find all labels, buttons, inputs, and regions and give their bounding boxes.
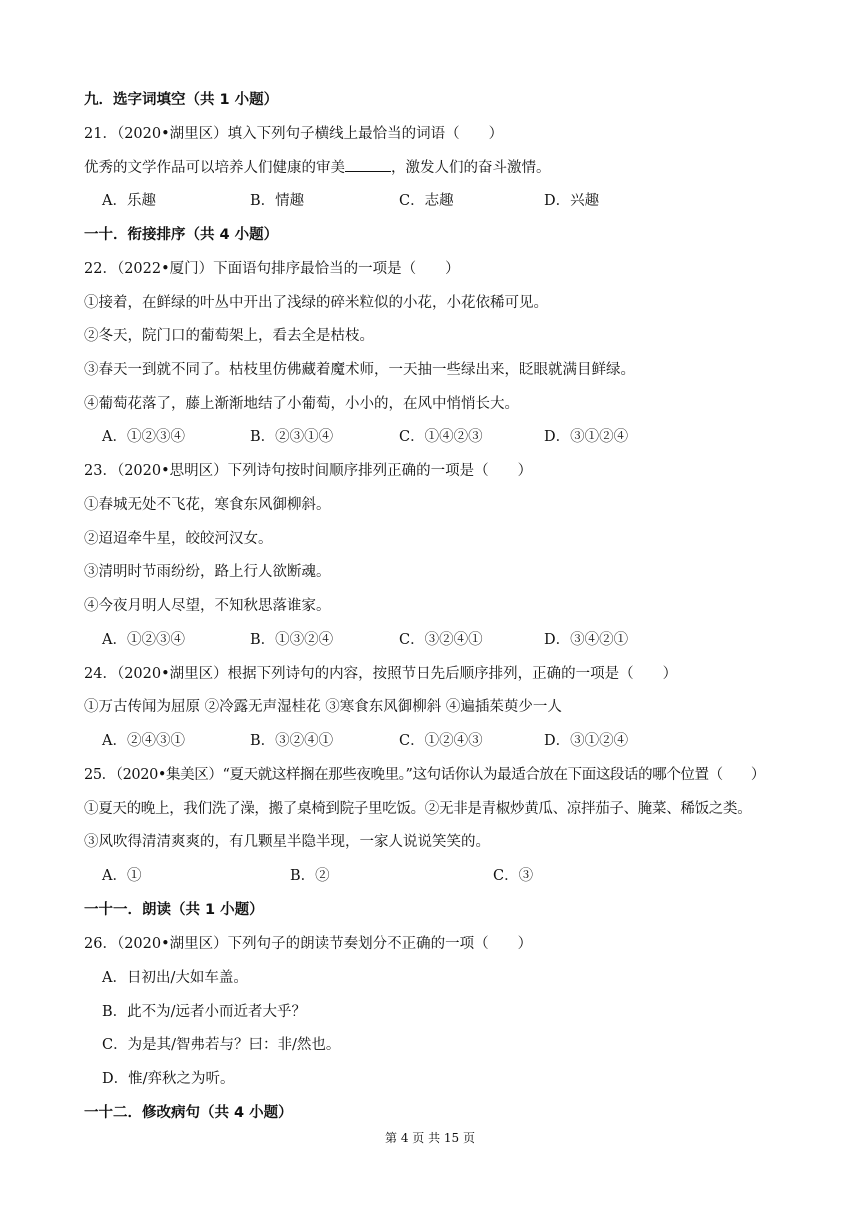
option-d: D．③①②④ — [544, 733, 629, 749]
list-item: ②迢迢牵牛星，皎皎河汉女。 — [84, 531, 273, 547]
question-stem: 22．（2022•厦门）下面语句排序最恰当的一项是（ ） — [84, 261, 460, 277]
option-c: C．①②④③ — [399, 733, 483, 749]
option-b: B．此不为/远者小而近者大乎？ — [102, 1004, 307, 1020]
option-d: D．③①②④ — [544, 429, 629, 445]
option-c: C．③ — [493, 868, 534, 884]
option-a: A．① — [102, 868, 142, 884]
page-footer: 第 4 页 共 15 页 — [385, 1131, 475, 1145]
option-a: A．②④③① — [102, 733, 185, 749]
option-d: D．兴趣 — [544, 193, 600, 209]
option-b: B．②③①④ — [250, 429, 334, 445]
list-item: ①春城无处不飞花，寒食东风御柳斜。 — [84, 497, 331, 513]
option-a: A．①②③④ — [102, 429, 185, 445]
question-stem: 23．（2020•思明区）下列诗句按时间顺序排列正确的一项是（ ） — [84, 463, 533, 479]
list-item: ③清明时节雨纷纷，路上行人欲断魂。 — [84, 564, 331, 580]
option-b: B．情趣 — [250, 193, 305, 209]
section-heading: 一十一．朗读（共 1 小题） — [84, 902, 264, 918]
fill-blank — [345, 159, 391, 172]
question-stem: 26．（2020•湖里区）下列句子的朗读节奏划分不正确的一项（ ） — [84, 936, 533, 952]
section-heading: 九．选字词填空（共 1 小题） — [84, 92, 279, 108]
list-item: ③风吹得清清爽爽的，有几颗星半隐半现，一家人说说笑笑的。 — [84, 834, 490, 850]
option-a: A．乐趣 — [102, 193, 156, 209]
option-d: D．惟/弈秋之为听。 — [102, 1071, 235, 1087]
section-heading: 一十．衔接排序（共 4 小题） — [84, 227, 279, 243]
list-item: ④今夜月明人尽望，不知秋思落谁家。 — [84, 598, 331, 614]
option-c: C．③②④① — [399, 632, 483, 648]
option-c: C．为是其/智弗若与？曰：非/然也。 — [102, 1037, 341, 1053]
list-item: ②冬天，院门口的葡萄架上，看去全是枯枝。 — [84, 328, 374, 344]
sentence-after: ，激发人们的奋斗激情。 — [391, 160, 551, 176]
option-c: C．志趣 — [399, 193, 454, 209]
list-item: ①接着，在鲜绿的叶丛中开出了浅绿的碎米粒似的小花，小花依稀可见。 — [84, 295, 548, 311]
question-stem: 21．（2020•湖里区）填入下列句子横线上最恰当的词语（ ） — [84, 126, 504, 142]
option-b: B．② — [290, 868, 330, 884]
option-a: A．日初出/大如车盖。 — [102, 970, 248, 986]
option-c: C．①④②③ — [399, 429, 483, 445]
section-heading: 一十二．修改病句（共 4 小题） — [84, 1105, 293, 1121]
list-item: ①万古传闻为屈原 ②冷露无声湿桂花 ③寒食东风御柳斜 ④遍插茱萸少一人 — [84, 699, 562, 715]
question-stem: 25．（2020•集美区）“夏天就这样搁在那些夜晚里。”这句话你认为最适合放在下面这段话的哪个位置（ ） — [84, 767, 766, 783]
option-b: B．①③②④ — [250, 632, 334, 648]
list-item: ③春天一到就不同了。枯枝里仿佛藏着魔术师，一天抽一些绿出来，眨眼就满目鲜绿。 — [84, 362, 635, 378]
sentence-before: 优秀的文学作品可以培养人们健康的审美 — [84, 160, 345, 176]
option-a: A．①②③④ — [102, 632, 185, 648]
option-d: D．③④②① — [544, 632, 629, 648]
question-sentence — [84, 158, 551, 178]
list-item: ④葡萄花落了，藤上渐渐地结了小葡萄，小小的，在风中悄悄长大。 — [84, 396, 519, 412]
option-b: B．③②④① — [250, 733, 334, 749]
list-item: ①夏天的晚上，我们洗了澡，搬了桌椅到院子里吃饭。②无非是青椒炒黄瓜、凉拌茄子、腌菜、稀饭之类。 — [84, 801, 752, 817]
question-stem: 24．（2020•湖里区）根据下列诗句的内容，按照节日先后顺序排列，正确的一项是（ ） — [84, 666, 678, 682]
